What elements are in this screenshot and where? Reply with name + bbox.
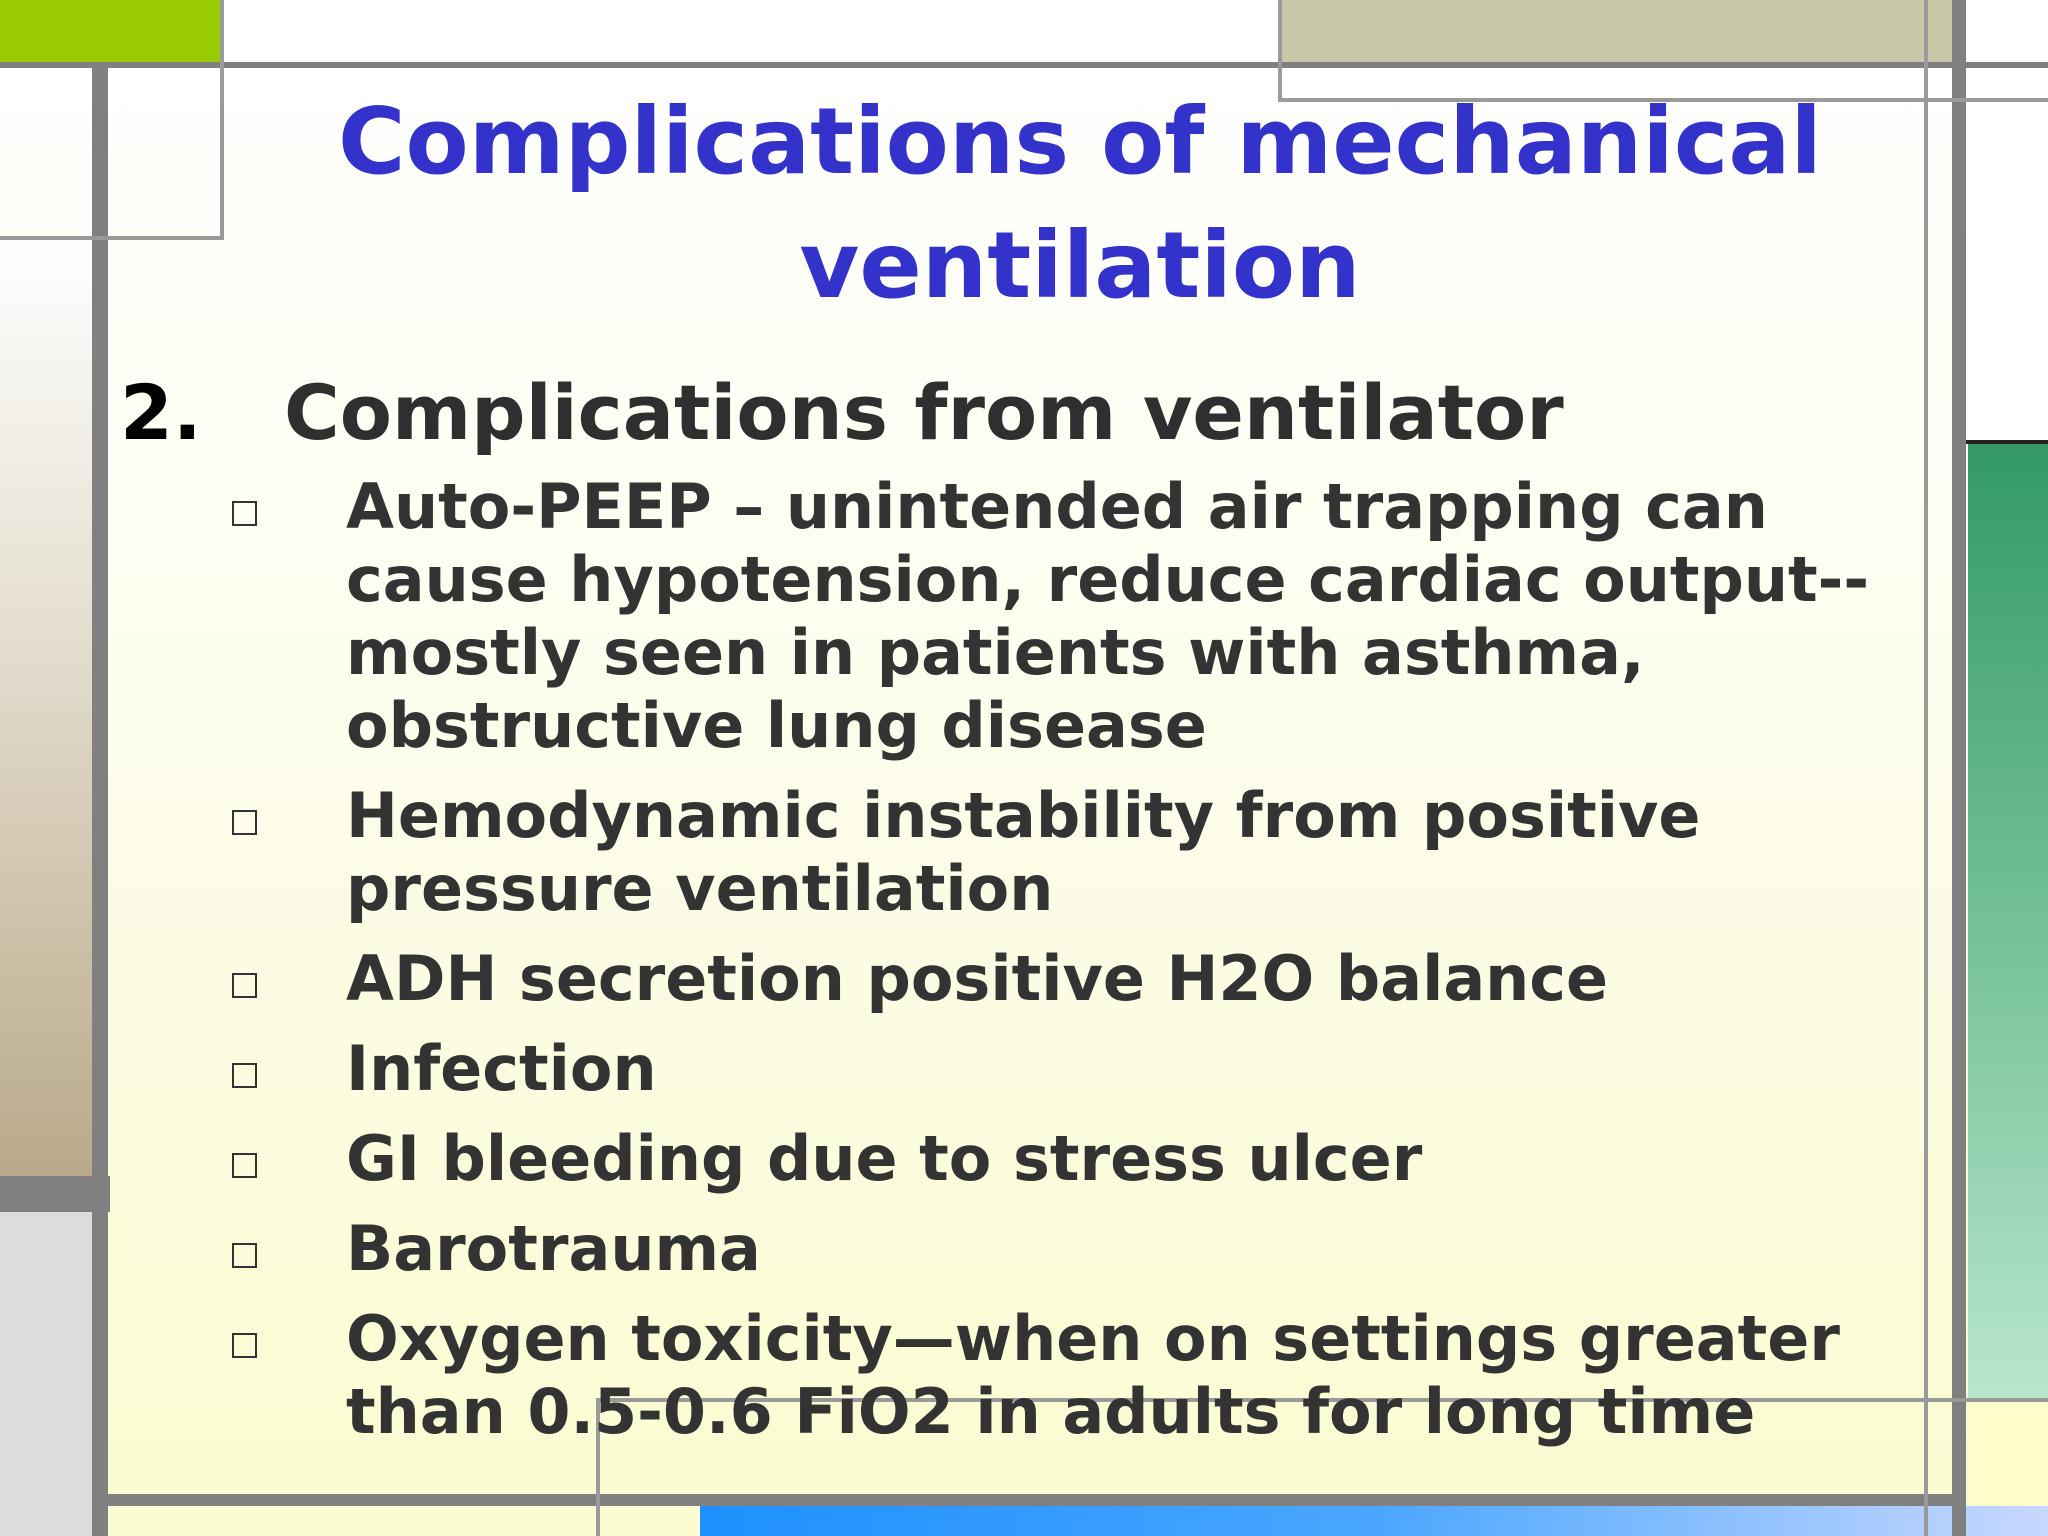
section-heading-text: Complications from ventilator <box>284 368 1564 457</box>
hollow-square-icon <box>232 810 257 835</box>
bullet-list <box>232 470 1932 1465</box>
bullet-text: Barotrauma <box>346 1212 761 1285</box>
hollow-square-icon <box>232 501 257 526</box>
slide-title: Complications of mechanical ventilation <box>338 88 1822 319</box>
list-item <box>232 942 1932 1015</box>
list-item <box>232 470 1932 762</box>
frame-line-right <box>1952 0 1966 1536</box>
green-accent-block <box>0 0 222 64</box>
list-item <box>232 1212 1932 1285</box>
list-item <box>232 1302 1932 1448</box>
list-item <box>232 1032 1932 1105</box>
bullet-text: Oxygen toxicity—when on settings greater than 0.5-0.6 FiO2 in adults for long time <box>346 1302 1840 1448</box>
hollow-square-icon <box>232 1333 257 1358</box>
left-grey-block <box>0 1212 96 1536</box>
bottom-blue-bar <box>700 1506 2048 1536</box>
hollow-square-icon <box>232 1063 257 1088</box>
frame-line-top <box>0 62 2048 68</box>
bullet-text: Hemodynamic instability from positive pressure ventilation <box>346 779 1701 925</box>
bullet-text: ADH secretion positive H2O balance <box>346 942 1609 1015</box>
frame-line-box-bottom <box>0 236 224 240</box>
section-number: 2. <box>120 368 202 457</box>
left-gradient-strip <box>0 236 96 1176</box>
bullet-text: Auto-PEEP – unintended air trapping can cause hypotension, reduce cardiac output-- mostly seen in patients with asthma, obstructive lung disease <box>346 470 1870 762</box>
bullet-text: Infection <box>346 1032 657 1105</box>
hollow-square-icon <box>232 1243 257 1268</box>
bullet-text: GI bleeding due to stress ulcer <box>346 1122 1423 1195</box>
frame-line-left-inner <box>220 0 224 240</box>
list-item <box>232 779 1932 925</box>
frame-line-left-outer <box>92 62 108 1536</box>
hollow-square-icon <box>232 1153 257 1178</box>
frame-line-bottom <box>96 1494 1966 1506</box>
frame-line-right-dark <box>1966 440 2048 444</box>
right-green-strip <box>1968 440 2048 1400</box>
hollow-square-icon <box>232 973 257 998</box>
list-item <box>232 1122 1932 1195</box>
tan-accent-block <box>1280 0 1959 64</box>
